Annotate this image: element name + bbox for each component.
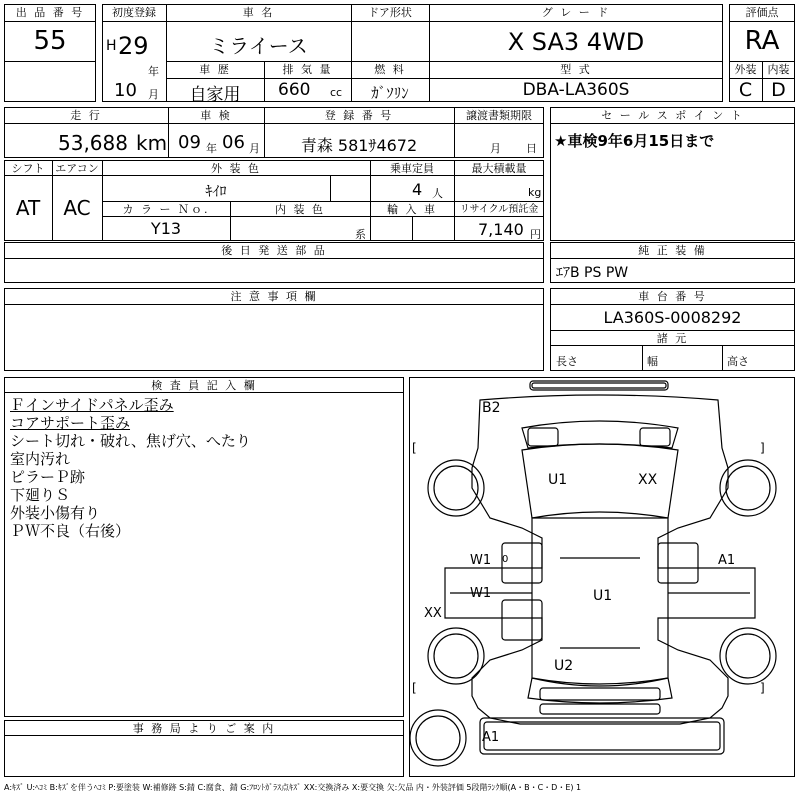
inspection-label: 車 検 bbox=[200, 109, 232, 122]
exterior-color-value: ｷｲﾛ bbox=[205, 184, 227, 200]
transfer-deadline-label: 譲渡書類期限 bbox=[466, 109, 532, 122]
transfer-day-unit: 日 bbox=[526, 142, 537, 155]
model-code-value: DBA-LA360S bbox=[522, 80, 630, 100]
ac-label: エアコン bbox=[55, 162, 99, 175]
equipment-label: 純 正 装 備 bbox=[638, 244, 707, 257]
registration-month: 10 bbox=[114, 80, 137, 101]
interior-color-unit: 系 bbox=[355, 228, 366, 241]
capacity-unit: 人 bbox=[432, 187, 443, 200]
inspector-line: Ｆインサイドパネル歪み bbox=[10, 396, 174, 414]
registration-year: 29 bbox=[118, 32, 149, 60]
damage-mark-u1-hood: U1 bbox=[548, 472, 568, 488]
registration-year-unit: 年 bbox=[148, 65, 159, 78]
capacity-label: 乗車定員 bbox=[390, 162, 434, 175]
damage-mark-u2-rear: U2 bbox=[554, 658, 574, 674]
damage-mark-zero: 0 bbox=[502, 554, 509, 565]
grade-value: X SA3 4WD bbox=[507, 28, 645, 56]
equipment-value: ｴｱB PS PW bbox=[556, 265, 629, 281]
svg-text:]: ] bbox=[760, 441, 765, 455]
inspector-notes bbox=[10, 396, 400, 540]
recycle-deposit-unit: 円 bbox=[530, 228, 541, 241]
score-value: RA bbox=[744, 26, 780, 56]
car-damage-diagram bbox=[409, 377, 795, 777]
dimensions-label: 諸 元 bbox=[656, 332, 689, 345]
sales-point-label: セ ー ル ス ポ イ ン ト bbox=[601, 109, 744, 122]
first-registration-label: 初度登録 bbox=[112, 6, 156, 19]
shift-label: シフト bbox=[11, 162, 45, 175]
legend-text: A:ｷｽﾞ U:ﾍｺﾐ B:ｷｽﾞを伴うﾍｺﾐ P:要塗装 W:補修跡 S:錆 C:腐食、錆 G:ﾌﾛﾝﾄｶﾞﾗｽ点ｷｽﾞ XX:交換済み X:要交換 欠:欠品 内・外装評価 5段階ﾗﾝｸ順(A・B・C・D・E) 1 bbox=[4, 783, 582, 792]
color-no-label: カ ラ ー Ｎｏ. bbox=[122, 203, 210, 216]
inspection-month: 06 bbox=[222, 132, 245, 153]
damage-mark-xx-left: XX bbox=[424, 606, 442, 621]
notes-label: 注 意 事 項 欄 bbox=[230, 290, 318, 303]
lot-number-label: 出 品 番 号 bbox=[15, 6, 85, 19]
registration-month-unit: 月 bbox=[148, 88, 159, 101]
exterior-grade-value: C bbox=[738, 79, 753, 101]
svg-text:[: [ bbox=[412, 441, 417, 455]
damage-mark-u1-roof: U1 bbox=[593, 588, 613, 604]
car-name-label: 車 名 bbox=[242, 6, 275, 19]
car-outline-drawing bbox=[410, 378, 794, 776]
lot-number-value: 55 bbox=[33, 26, 67, 56]
dimension-width-label: 幅 bbox=[647, 355, 658, 368]
damage-mark-w1-left-rear: W1 bbox=[470, 586, 492, 601]
inspection-year-unit: 年 bbox=[206, 142, 217, 155]
damage-mark-a1-bottom: A1 bbox=[482, 730, 500, 745]
displacement-unit: cc bbox=[330, 86, 343, 99]
color-no-value: Y13 bbox=[150, 219, 182, 238]
door-type-label: ドア形状 bbox=[368, 6, 412, 19]
inspector-line: シート切れ・破れ、焦げ穴、へたり bbox=[10, 432, 251, 450]
inspection-month-unit: 月 bbox=[249, 142, 260, 155]
inspector-label: 検 査 員 記 入 欄 bbox=[151, 379, 257, 392]
history-value: 自家用 bbox=[189, 85, 241, 105]
score-label: 評価点 bbox=[745, 6, 779, 19]
car-name-value: ミライース bbox=[209, 34, 308, 58]
plate-value: 青森 581ｻ4672 bbox=[300, 136, 418, 155]
mileage-value: 53,688 bbox=[58, 131, 128, 155]
inspector-line: 外装小傷有り bbox=[10, 504, 101, 522]
recycle-deposit-value: 7,140 bbox=[478, 220, 524, 239]
fuel-label: 燃 料 bbox=[374, 63, 406, 76]
model-code-label: 型 式 bbox=[560, 63, 592, 76]
office-notice-label: 事 務 局 よ り ご 案 内 bbox=[132, 722, 276, 735]
shift-value: AT bbox=[15, 196, 41, 220]
mileage-label: 走 行 bbox=[70, 109, 102, 122]
sales-point-text: ★車検9年6月15日まで bbox=[554, 132, 715, 150]
max-load-label: 最大積載量 bbox=[471, 162, 527, 175]
interior-grade-label: 内装 bbox=[767, 63, 790, 76]
damage-mark-b2: B2 bbox=[482, 400, 501, 416]
import-label: 輸 入 車 bbox=[387, 203, 437, 216]
fuel-value: ｶﾞｿﾘﾝ bbox=[371, 84, 409, 102]
exterior-color-label: 外 装 色 bbox=[211, 162, 261, 175]
dimension-length-label: 長さ bbox=[556, 355, 578, 368]
registration-era: H bbox=[106, 38, 117, 54]
chassis-value: LA360S-0008292 bbox=[603, 308, 742, 327]
recycle-deposit-label: リサイクル預託金 bbox=[459, 204, 539, 215]
interior-grade-value: D bbox=[771, 79, 786, 101]
capacity-value: 4 bbox=[412, 180, 423, 199]
chassis-label: 車 台 番 号 bbox=[638, 290, 707, 303]
svg-text:]: ] bbox=[760, 681, 765, 695]
history-label: 車 歴 bbox=[199, 63, 231, 76]
inspector-line: 下廻りＳ bbox=[10, 486, 71, 504]
plate-label: 登 録 番 号 bbox=[324, 109, 394, 122]
inspector-line: コアサポート歪み bbox=[10, 414, 131, 432]
inspector-line: ＰＷ不良（右後） bbox=[10, 522, 131, 540]
grade-label: グ レ ー ド bbox=[541, 6, 611, 19]
dimension-height-label: 高さ bbox=[727, 355, 749, 368]
displacement-value: 660 bbox=[278, 80, 311, 100]
inspector-line: ピラーＰ跡 bbox=[10, 468, 86, 486]
max-load-unit: kg bbox=[528, 186, 542, 199]
displacement-label: 排 気 量 bbox=[282, 63, 333, 76]
svg-text:[: [ bbox=[412, 681, 417, 695]
later-parts-label: 後 日 発 送 部 品 bbox=[221, 244, 327, 257]
inspection-year: 09 bbox=[178, 132, 201, 153]
ac-value: AC bbox=[63, 196, 91, 220]
damage-mark-w1-left-front: W1 bbox=[470, 553, 492, 568]
damage-mark-xx-hood: XX bbox=[638, 472, 658, 488]
inspector-line: 室内汚れ bbox=[10, 450, 71, 468]
transfer-month-unit: 月 bbox=[490, 142, 501, 155]
sales-point-box bbox=[550, 107, 795, 241]
mileage-unit: km bbox=[136, 131, 168, 155]
damage-mark-a1-right: A1 bbox=[718, 553, 736, 568]
interior-color-label: 内 装 色 bbox=[275, 203, 325, 216]
exterior-grade-label: 外装 bbox=[734, 63, 757, 76]
